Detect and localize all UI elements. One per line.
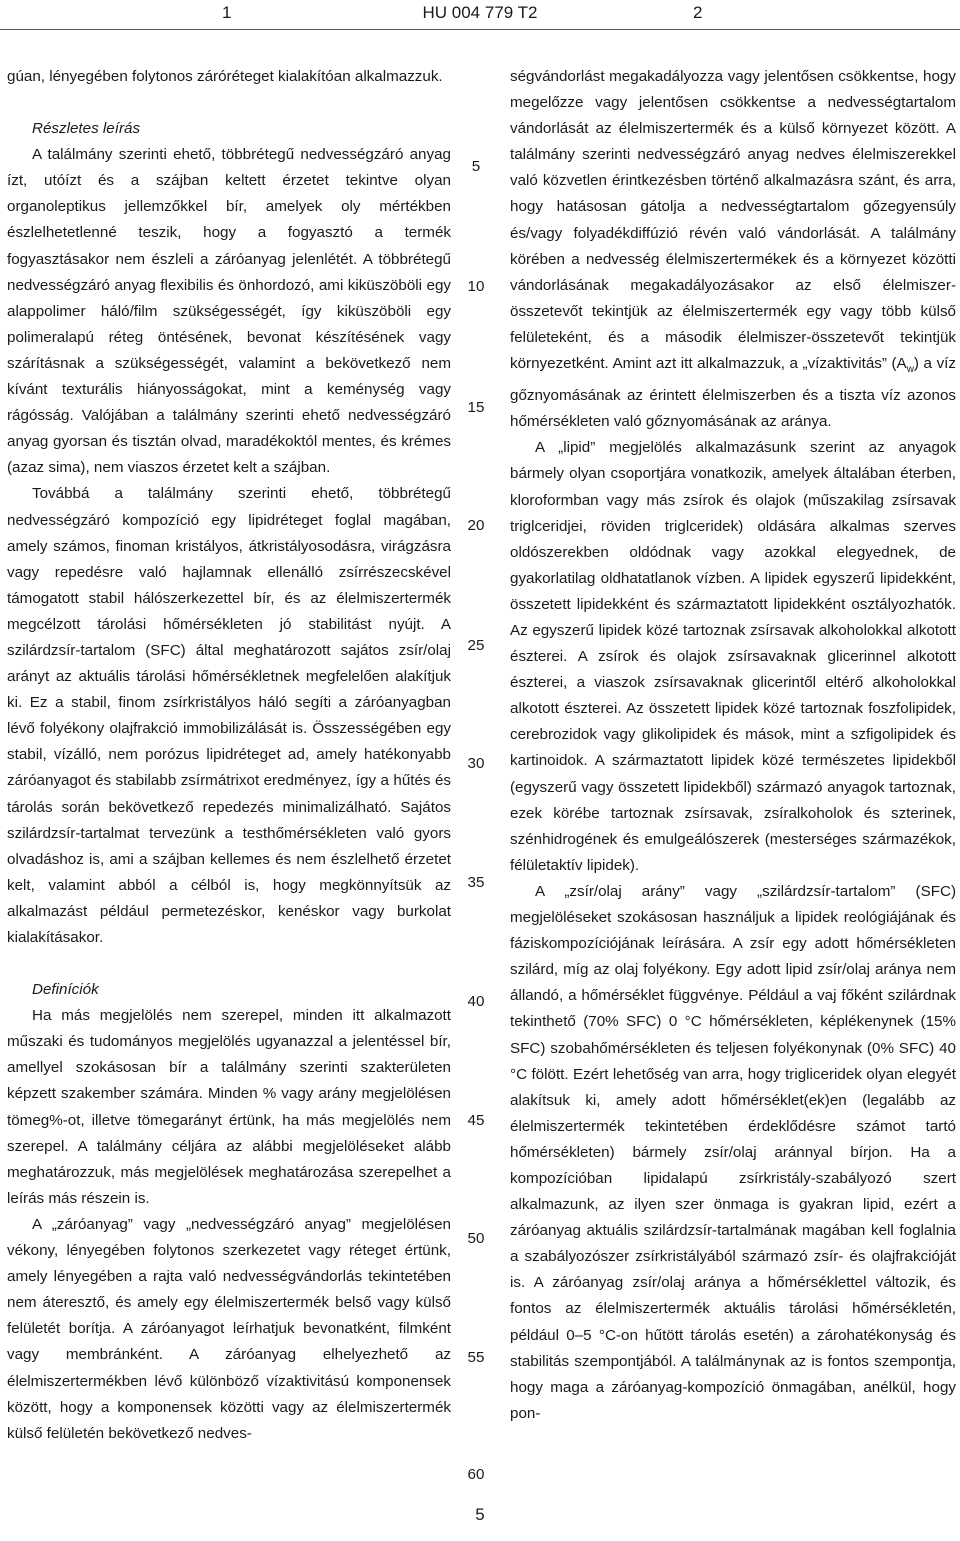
line-number: 25 — [467, 637, 485, 654]
paragraph — [510, 64, 956, 435]
subscript: w — [906, 364, 914, 376]
line-number: 40 — [467, 993, 485, 1010]
section-heading-definitions: Definíciók — [32, 981, 99, 999]
line-number: 20 — [467, 517, 485, 534]
text-run: ) a víz gőznyomásának az érintett élelmiszerben és a tiszta víz azonos hőmérsékleten való gőznyomásának az aránya. — [510, 355, 956, 431]
line-number: 30 — [467, 755, 485, 772]
line-number: 55 — [467, 1349, 485, 1366]
line-number: 45 — [467, 1112, 485, 1129]
line-number: 35 — [467, 874, 485, 891]
paragraph: gúan, lényegében folytonos záróréteget kialakítóan alkalmazzuk. — [7, 68, 443, 85]
patent-number: HU 004 779 T2 — [422, 3, 538, 22]
line-number: 15 — [467, 399, 485, 416]
spacer — [7, 90, 451, 116]
line-number: 50 — [467, 1230, 485, 1247]
paragraph: Ha más megjelölés nem szerepel, minden itt alkalmazott műszaki és tudományos megjelölés ugyanazzal a jelentéssel bír, amellyel szokásosan bír a találmány szerinti szakterületen képzett szakember számára. Minden % vagy arány megjelölésen tömeg%-ot, illetve tömegarányt értünk, ha más megjelölés nem szerepel. A találmány céljára az alábbi megjelöléseket alább meghatározzuk, más megjelölések meghatározása szerepelhet a leírás más részein is. — [7, 1007, 451, 1207]
line-number: 5 — [471, 158, 481, 175]
left-page-number: 1 — [222, 3, 232, 22]
text-run: ségvándorlást megakadályozza vagy jelentősen csökkentse, hogy megelőzze vagy jelentősen csökkentse a nedvességtartalom vándorlását az élelmiszertermék és a külső környezet között. A találmány szerinti nedvességzáró anyag nedves élelmiszerekkel való közvetlen érintkezésben történő alkalmazásra szánt, és arra, hogy hatásosan gátolja a nedvességtartalom gőzegyensúly és/vagy folyadékdiffúzió révén való vándorlását. A találmány körében a nedvesség élelmiszertermékek és a környezet közötti vándorlásának megakadályozásakor az első élelmiszer-összetevőt tekintjük az élelmiszertermék egy vagy több külső felületeként, és a második élelmiszer-összetevőt tekintjük környezetként. Amint azt itt alkalmazzuk, a „vízaktivitás” (A — [510, 68, 956, 373]
line-number: 10 — [467, 278, 485, 295]
paragraph: A találmány szerinti ehető, többrétegű nedvességzáró anyag ízt, utóízt és a szájban keltett érzetet tekintve olyan organoleptikus jellemzőkkel bír, amelyek oly mértékben észlelhetetlenné teszik, hogy a fogyasztó a termék fogyasztásakor nem észleli a záróanyag jelenlétét. A többrétegű nedvességzáró anyag flexibilis és önhordozó, ami kiküszöböli egy alappolimer háló/film szükségességét, így kiküszöböli egy polimeralapú réteg öntésének, bevonat készítésének vagy szárításnak a szükségességét, valamint a bekövetkező nem kívánt texturális hiányosságokat, mint a keménység vagy rágósság. Valójában a találmány szerinti ehető nedvességzáró anyag gyorsan és tisztán olvad, maradékoktól mentes, és krémes (azaz sima), nem viaszos érzetet kelt a szájban. — [7, 146, 451, 477]
right-column — [510, 64, 956, 1427]
paragraph: A „zsír/olaj arány” vagy „szilárdzsír-tartalom” (SFC) megjelöléseket szokásosan használjuk a lipidek reológiájának és fáziskompozíciójának leírására. A zsír egy adott hőmérsékleten szilárd, míg az olaj folyékony. Egy adott lipid zsír/olaj aránya nem állandó, a hőmérséklet függvénye. Például a vaj főként szilárdnak tekinthető (70% SFC) 0 °C hőmérsékleten, képlékenynek (15% SFC) szobahőmérsékleten és teljesen folyékonynak (0% SFC) 40 °C fölött. Ezért lehetőség van arra, hogy trigliceridek olyan elegyét alakítsuk ki, amely adott hőmérséklet(ek)en (legalább az élelmiszertermék tekintetében érdeklődésre számot tartó hőmérsékleten) bármely zsír/olaj aránnyal bírjon. Ha a kompozícióban lipidalapú zsírkristály-szabályozó szert alkalmazunk, az ilyen szer önmaga is gyakran lipid, ezért a záróanyag aktuális szilárdzsír-tartalmának magában kell foglalnia a szabályozószer zsírkristályából származó zsír- és olajfrakcióját is. A záróanyag zsír/olaj aránya a hőmérséklettel változik, és fontos az élelmiszertermék aktuális tárolási hőmérsékletén, például 0–5 °C-on hűtött tárolás esetén) a zárohatékonyság és stabilitás szempontjából. A találmánynak az is fontos szempontja, hogy maga a záróanyag-kompozíció önmagában, anélkül, hogy pon- — [510, 882, 956, 1422]
spacer — [7, 951, 451, 977]
footer-page-number: 5 — [475, 1505, 485, 1524]
line-number: 60 — [467, 1466, 485, 1483]
paragraph: Továbbá a találmány szerinti ehető, többrétegű nedvességzáró kompozíció egy lipidréteget foglal magában, amely számos, finoman kristályos, átkristályosodásra, virágzásra vagy repedésre való hajlamnak ellenálló zsírrészecskével támogatott stabil hálószerkezettel bír, és az élelmiszertermék megcélzott tárolási hőmérsékleten jó stabilitást nyújt. A szilárdzsír-tartalom (SFC) által meghatározott sajátos zsír/olaj arányt az aktuális tárolási hőmérsékletnek megfelelően alakítjuk ki. Ez a stabil, finom zsírkristályos háló segíti a záróanyagban lévő folyékony olajfrakció immobilizálását is. Összességében egy stabil, vízálló, nem porózus lipidréteget ad, amely hatékonyabb záróanyagot és stabilabb zsírmátrixot eredményez, így a hűtés és tárolás során bekövetkező repedezés minimalizálható. Sajátos szilárdzsír-tartalmat tervezünk a testhőmérsékleten való gyors olvadáshoz is, ami a szájban kellemes és nem észlelhető érzetet kelt, valamint abból a célból is, hogy megkönnyítsük az alkalmazást például permetezéskor, kenéskor vagy burkolat kialakításakor. — [7, 485, 451, 946]
header-rule — [0, 29, 960, 30]
right-page-number: 2 — [693, 3, 703, 22]
page-header — [0, 0, 960, 40]
left-column — [7, 64, 451, 1447]
section-heading-detailed-description: Részletes leírás — [32, 120, 141, 138]
paragraph: A „záróanyag” vagy „nedvességzáró anyag” megjelölésen vékony, lényegében folytonos szerkezetet vagy réteget értünk, amely lényegében a rajta való nedvességvándorlás tekintetében nem áteresztő, és amely egy élelmiszertermék belső vagy külső felületét borítja. A záróanyagot leírhatjuk bevonatként, filmként vagy membránként. A záróanyag elhelyezhető az élelmiszertermékben lévő különböző vízaktivitású komponensek között, hogy a komponensek közötti vagy az élelmiszertermék külső felületén bekövetkező nedves- — [7, 1215, 451, 1442]
paragraph: A „lipid” megjelölés alkalmazásunk szerint az anyagok bármely olyan csoportjára vonatkozik, amelyek általában éterben, kloroformban vagy más zsírok és olajok (műszakilag zsírsavak triglceridjei, röviden triglceridek) oldására alkalmas szerves oldószerekben oldódnak vagy azokkal elegyednek, de gyakorlatilag oldhatatlanok vízben. A lipidek egyszerű lipidekként, összetett lipidekként és származtatott lipidekként osztályozhatók. Az egyszerű lipidek közé tartoznak zsírsavak alkoholokkal alkotott észterei. A zsírok és olajok zsírsavaknak glicerinnel alkotott észterei, a viaszok zsírsavaknak glicerintől eltérő alkoholokkal alkotott észterei. Az összetett lipidek közé tartoznak foszfolipidek, cerebrozidok vagy glikolipidek és mások, mint a szfigolipidek és kartinoidok. A származtatott lipidek közé természetes lipidekből (egyszerű vagy összetett lipidekből) származó anyagok tartoznak, ezek körébe tartoznak zsírsavak, zsíralkoholok és szterinek, szénhidrogének és emulgeálószerek (mesterséges származékok, félületaktív lipidek). — [510, 439, 956, 874]
